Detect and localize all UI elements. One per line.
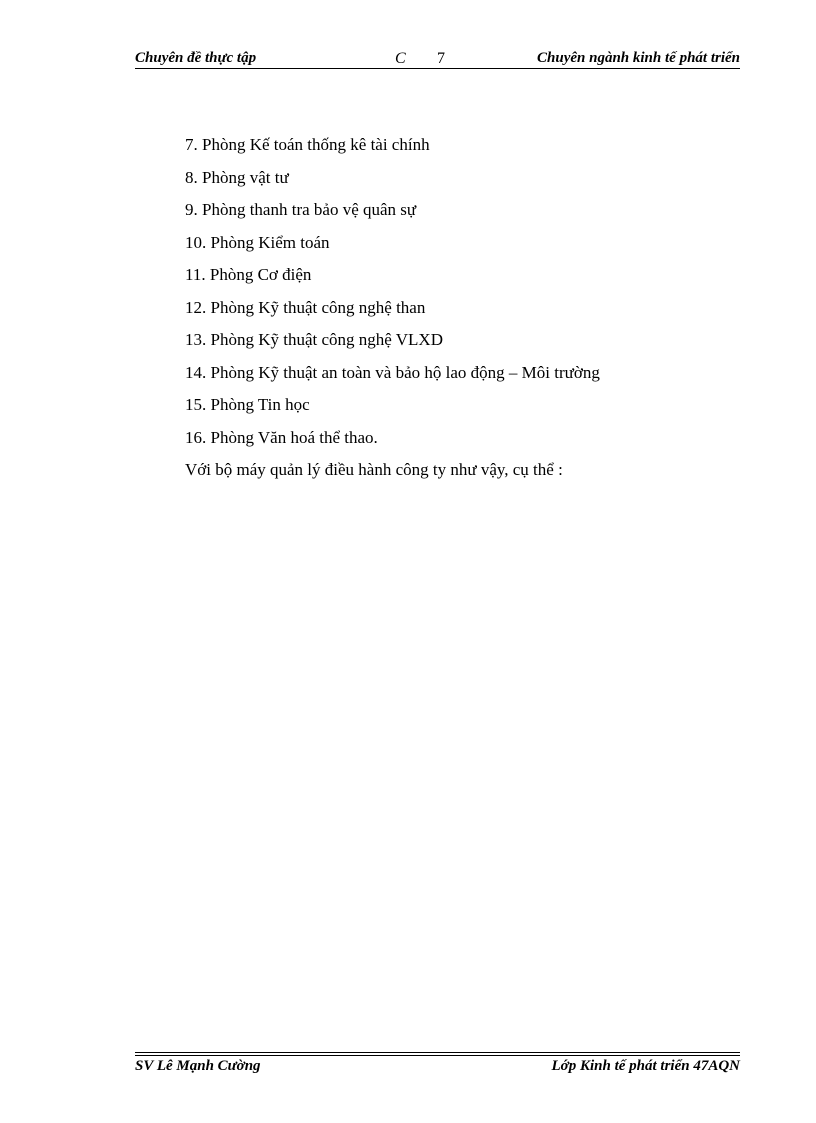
paragraph: Với bộ máy quản lý điều hành công ty như vậy, cụ thể :	[185, 460, 563, 479]
list-item: 9. Phòng thanh tra bảo vệ quân sự	[185, 200, 417, 219]
footer-rule-double	[135, 1055, 740, 1056]
header-rule	[135, 68, 740, 69]
list-item: 12. Phòng Kỹ thuật công nghệ than	[185, 297, 426, 317]
page-header	[135, 48, 740, 70]
footer-class-name: Lớp Kinh tế phát triển 47AQN	[551, 1058, 740, 1074]
page-footer	[135, 1058, 740, 1078]
list-item: 11. Phòng Cơ điện	[185, 265, 312, 284]
header-specialization: Chuyên ngành kinh tế phát triển	[537, 50, 740, 66]
list-item: 7. Phòng Kế toán thống kê tài chính	[185, 135, 430, 154]
footer-student-name: SV Lê Mạnh Cường	[135, 1058, 261, 1074]
page-number: 7	[437, 50, 445, 67]
list-item: 16. Phòng Văn hoá thể thao.	[185, 427, 378, 447]
footer-rule	[135, 1052, 740, 1053]
list-item: 10. Phòng Kiểm toán	[185, 232, 330, 252]
header-chapter-letter: C	[395, 50, 406, 67]
list-item: 13. Phòng Kỹ thuật công nghệ VLXD	[185, 330, 443, 349]
list-item: 8. Phòng vật tư	[185, 167, 289, 187]
document-body	[185, 131, 745, 489]
list-item: 15. Phòng Tin học	[185, 395, 310, 414]
header-document-type: Chuyên đề thực tập	[135, 50, 257, 66]
list-item: 14. Phòng Kỹ thuật an toàn và bảo hộ lao động – Môi trường	[185, 362, 600, 382]
